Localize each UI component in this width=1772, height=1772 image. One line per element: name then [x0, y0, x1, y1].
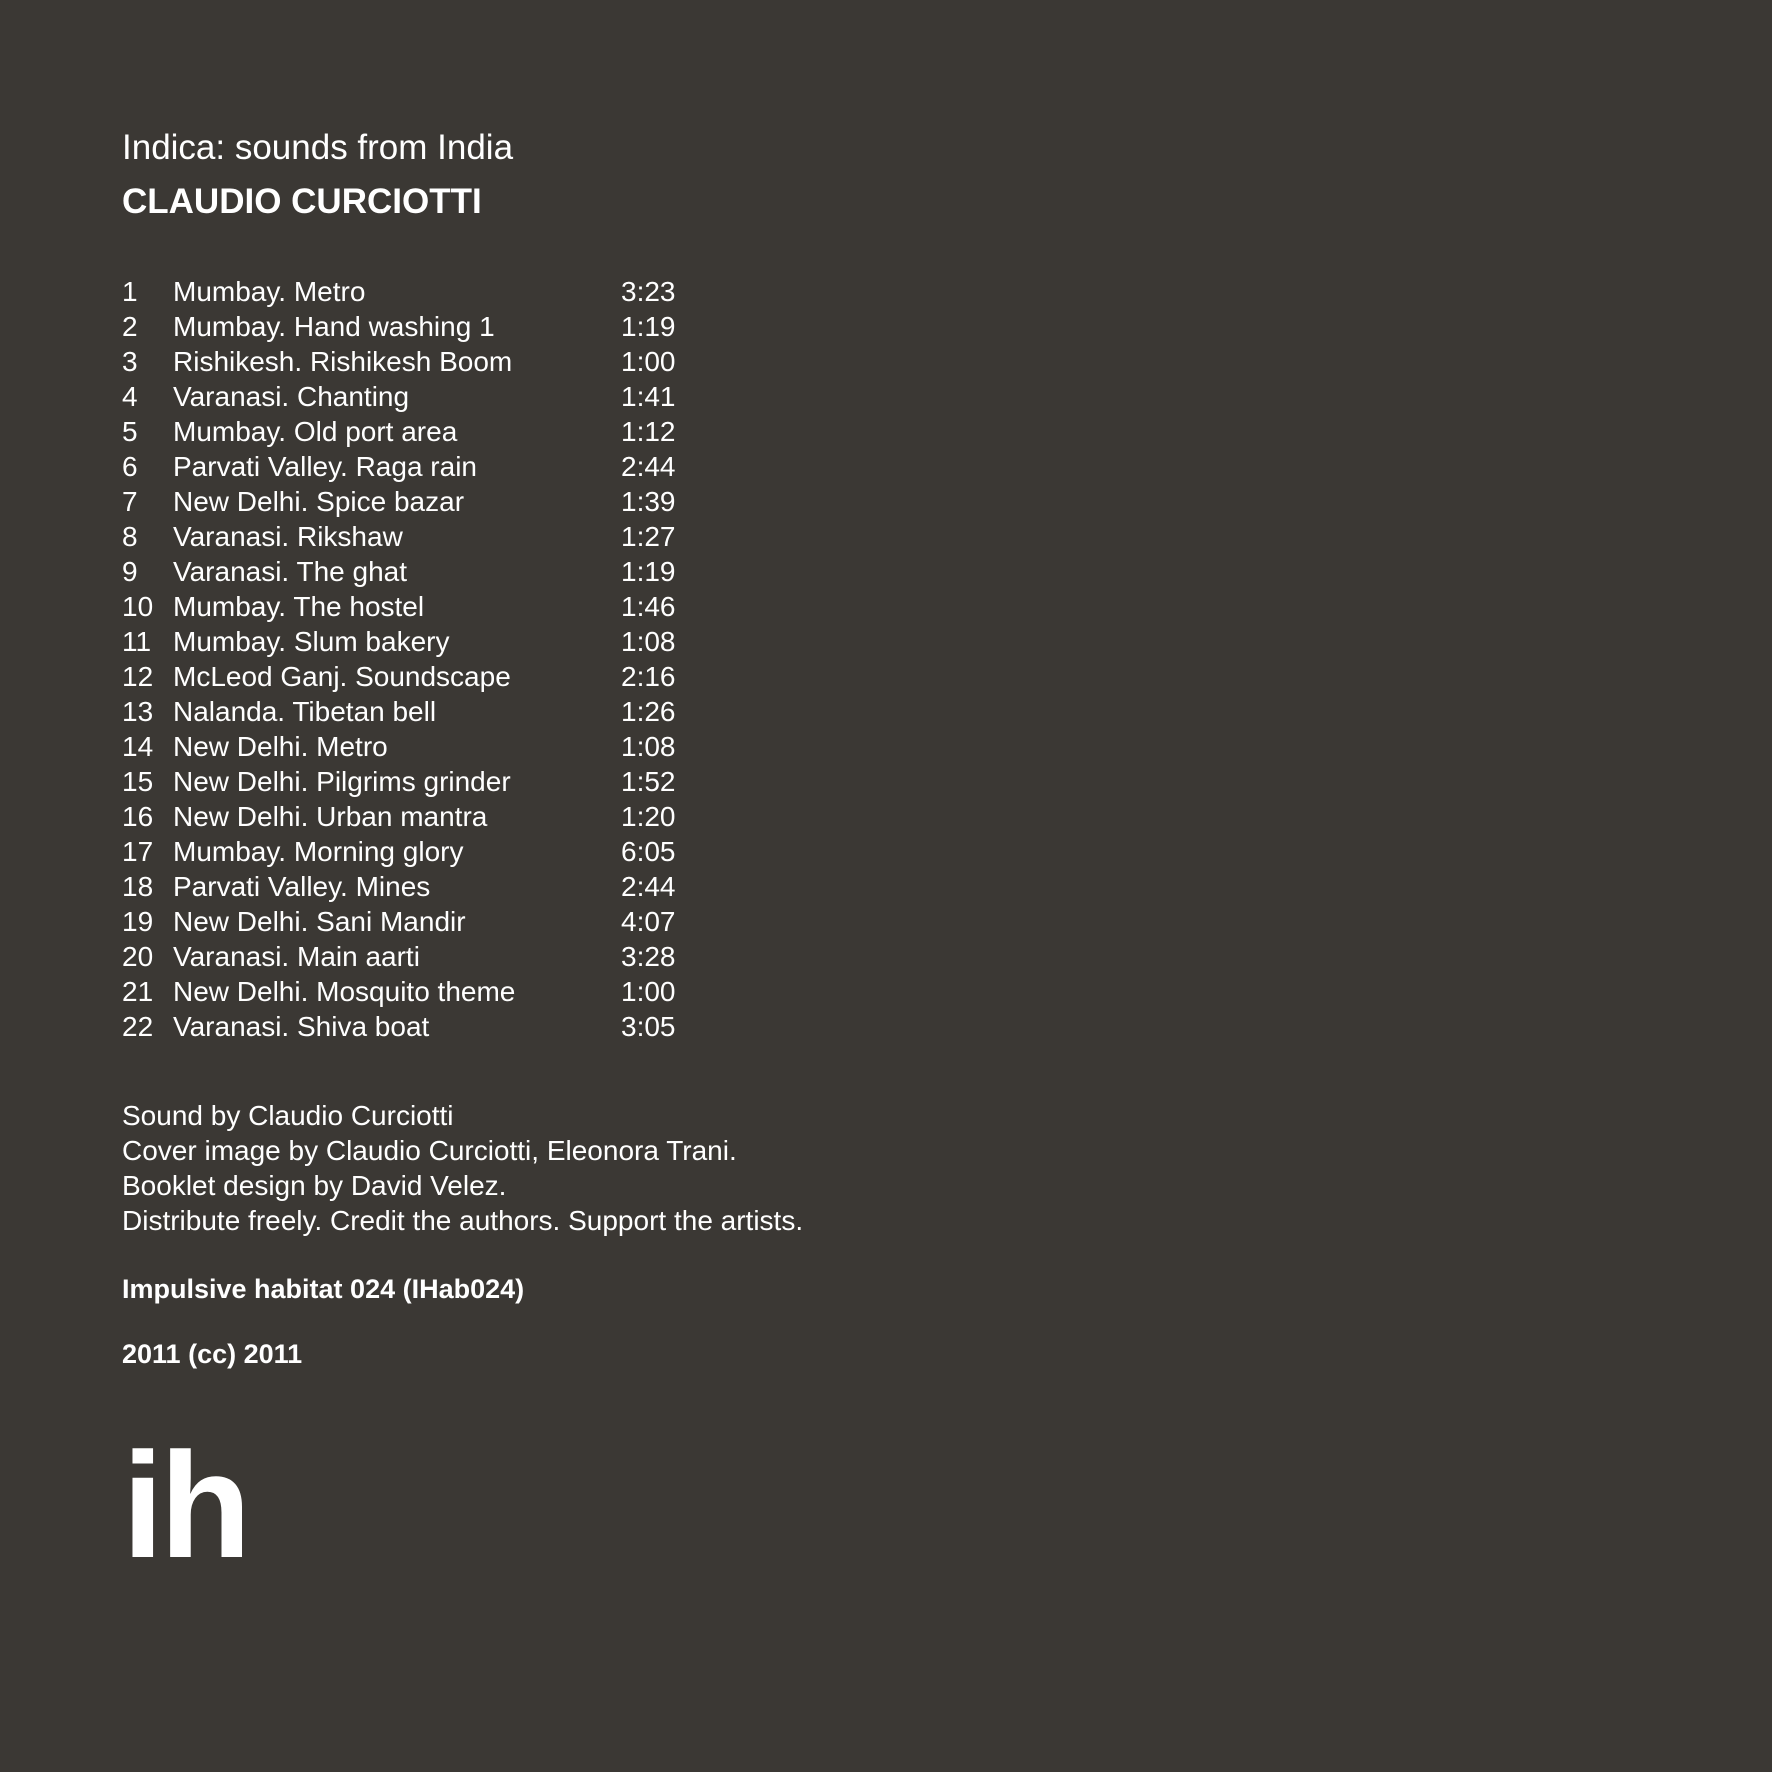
track-number: 9	[122, 556, 138, 587]
track-duration: 3:23	[621, 276, 676, 307]
track-row	[122, 624, 742, 659]
track-title: New Delhi. Sani Mandir	[173, 906, 466, 937]
artist-name: CLAUDIO CURCIOTTI	[122, 182, 482, 221]
track-number: 2	[122, 311, 138, 342]
track-number: 4	[122, 381, 138, 412]
track-row	[122, 799, 742, 834]
track-title: Varanasi. Main aarti	[173, 941, 420, 972]
track-duration: 2:44	[621, 451, 676, 482]
track-row	[122, 904, 742, 939]
label-logo: ih	[122, 1421, 248, 1589]
credit-booklet: Booklet design by David Velez.	[122, 1170, 507, 1201]
track-duration: 1:00	[621, 346, 676, 377]
track-duration: 2:44	[621, 871, 676, 902]
track-number: 21	[122, 976, 154, 1007]
track-duration: 1:52	[621, 766, 676, 797]
track-row	[122, 764, 742, 799]
track-number: 15	[122, 766, 154, 797]
track-row	[122, 869, 742, 904]
track-duration: 1:19	[621, 311, 676, 342]
track-title: New Delhi. Pilgrims grinder	[173, 766, 511, 797]
copyright-line: 2011 (cc) 2011	[122, 1339, 303, 1369]
track-title: Varanasi. Rikshaw	[173, 521, 403, 552]
track-row	[122, 309, 742, 344]
credit-license: Distribute freely. Credit the authors. Support the artists.	[122, 1205, 804, 1236]
track-duration: 3:05	[621, 1011, 676, 1042]
track-row	[122, 939, 742, 974]
track-number: 14	[122, 731, 154, 762]
track-duration: 1:00	[621, 976, 676, 1007]
track-row	[122, 834, 742, 869]
track-row	[122, 344, 742, 379]
track-row	[122, 974, 742, 1009]
track-number: 18	[122, 871, 154, 902]
track-number: 7	[122, 486, 138, 517]
track-row	[122, 414, 742, 449]
track-title: Varanasi. The ghat	[173, 556, 408, 587]
track-number: 10	[122, 591, 154, 622]
track-duration: 1:39	[621, 486, 676, 517]
track-duration: 1:26	[621, 696, 676, 727]
credit-sound: Sound by Claudio Curciotti	[122, 1100, 454, 1131]
catalog-number: Impulsive habitat 024 (IHab024)	[122, 1274, 525, 1304]
track-title: New Delhi. Mosquito theme	[173, 976, 516, 1007]
track-title: Parvati Valley. Mines	[173, 871, 431, 902]
track-title: New Delhi. Urban mantra	[173, 801, 488, 832]
track-number: 3	[122, 346, 138, 377]
track-title: McLeod Ganj. Soundscape	[173, 661, 511, 692]
track-number: 5	[122, 416, 138, 447]
track-row	[122, 554, 742, 589]
track-row	[122, 274, 742, 309]
track-title: Varanasi. Chanting	[173, 381, 410, 412]
track-duration: 1:20	[621, 801, 676, 832]
track-title: Mumbay. Slum bakery	[173, 626, 450, 657]
track-duration: 1:19	[621, 556, 676, 587]
track-row	[122, 484, 742, 519]
track-number: 20	[122, 941, 154, 972]
track-number: 11	[122, 626, 152, 657]
track-title: Mumbay. Hand washing 1	[173, 311, 495, 342]
track-row	[122, 729, 742, 764]
track-number: 16	[122, 801, 154, 832]
track-title: Mumbay. Morning glory	[173, 836, 464, 867]
track-duration: 1:12	[621, 416, 676, 447]
track-row	[122, 449, 742, 484]
credits	[122, 1098, 803, 1238]
track-number: 19	[122, 906, 154, 937]
album-title: Indica: sounds from India	[122, 128, 514, 167]
track-number: 22	[122, 1011, 154, 1042]
track-row	[122, 379, 742, 414]
track-title: Nalanda. Tibetan bell	[173, 696, 437, 727]
track-title: Varanasi. Shiva boat	[173, 1011, 430, 1042]
track-row	[122, 659, 742, 694]
track-duration: 1:46	[621, 591, 676, 622]
track-duration: 1:08	[621, 731, 676, 762]
track-duration: 6:05	[621, 836, 676, 867]
tracklist	[122, 274, 742, 1044]
track-duration: 1:08	[621, 626, 676, 657]
track-number: 17	[122, 836, 154, 867]
track-row	[122, 1009, 742, 1044]
track-duration: 3:28	[621, 941, 676, 972]
track-duration: 1:41	[621, 381, 676, 412]
track-title: Rishikesh. Rishikesh Boom	[173, 346, 513, 377]
track-number: 6	[122, 451, 138, 482]
credit-cover: Cover image by Claudio Curciotti, Eleonora Trani.	[122, 1135, 737, 1166]
track-title: Mumbay. Metro	[173, 276, 366, 307]
track-number: 8	[122, 521, 138, 552]
track-row	[122, 589, 742, 624]
track-duration: 1:27	[621, 521, 676, 552]
track-title: New Delhi. Metro	[173, 731, 388, 762]
track-title: Mumbay. The hostel	[173, 591, 425, 622]
track-duration: 4:07	[621, 906, 676, 937]
track-title: Mumbay. Old port area	[173, 416, 458, 447]
track-row	[122, 694, 742, 729]
track-title: Parvati Valley. Raga rain	[173, 451, 477, 482]
track-duration: 2:16	[621, 661, 676, 692]
track-title: New Delhi. Spice bazar	[173, 486, 465, 517]
track-number: 13	[122, 696, 154, 727]
track-row	[122, 519, 742, 554]
track-number: 1	[122, 276, 138, 307]
track-number: 12	[122, 661, 154, 692]
